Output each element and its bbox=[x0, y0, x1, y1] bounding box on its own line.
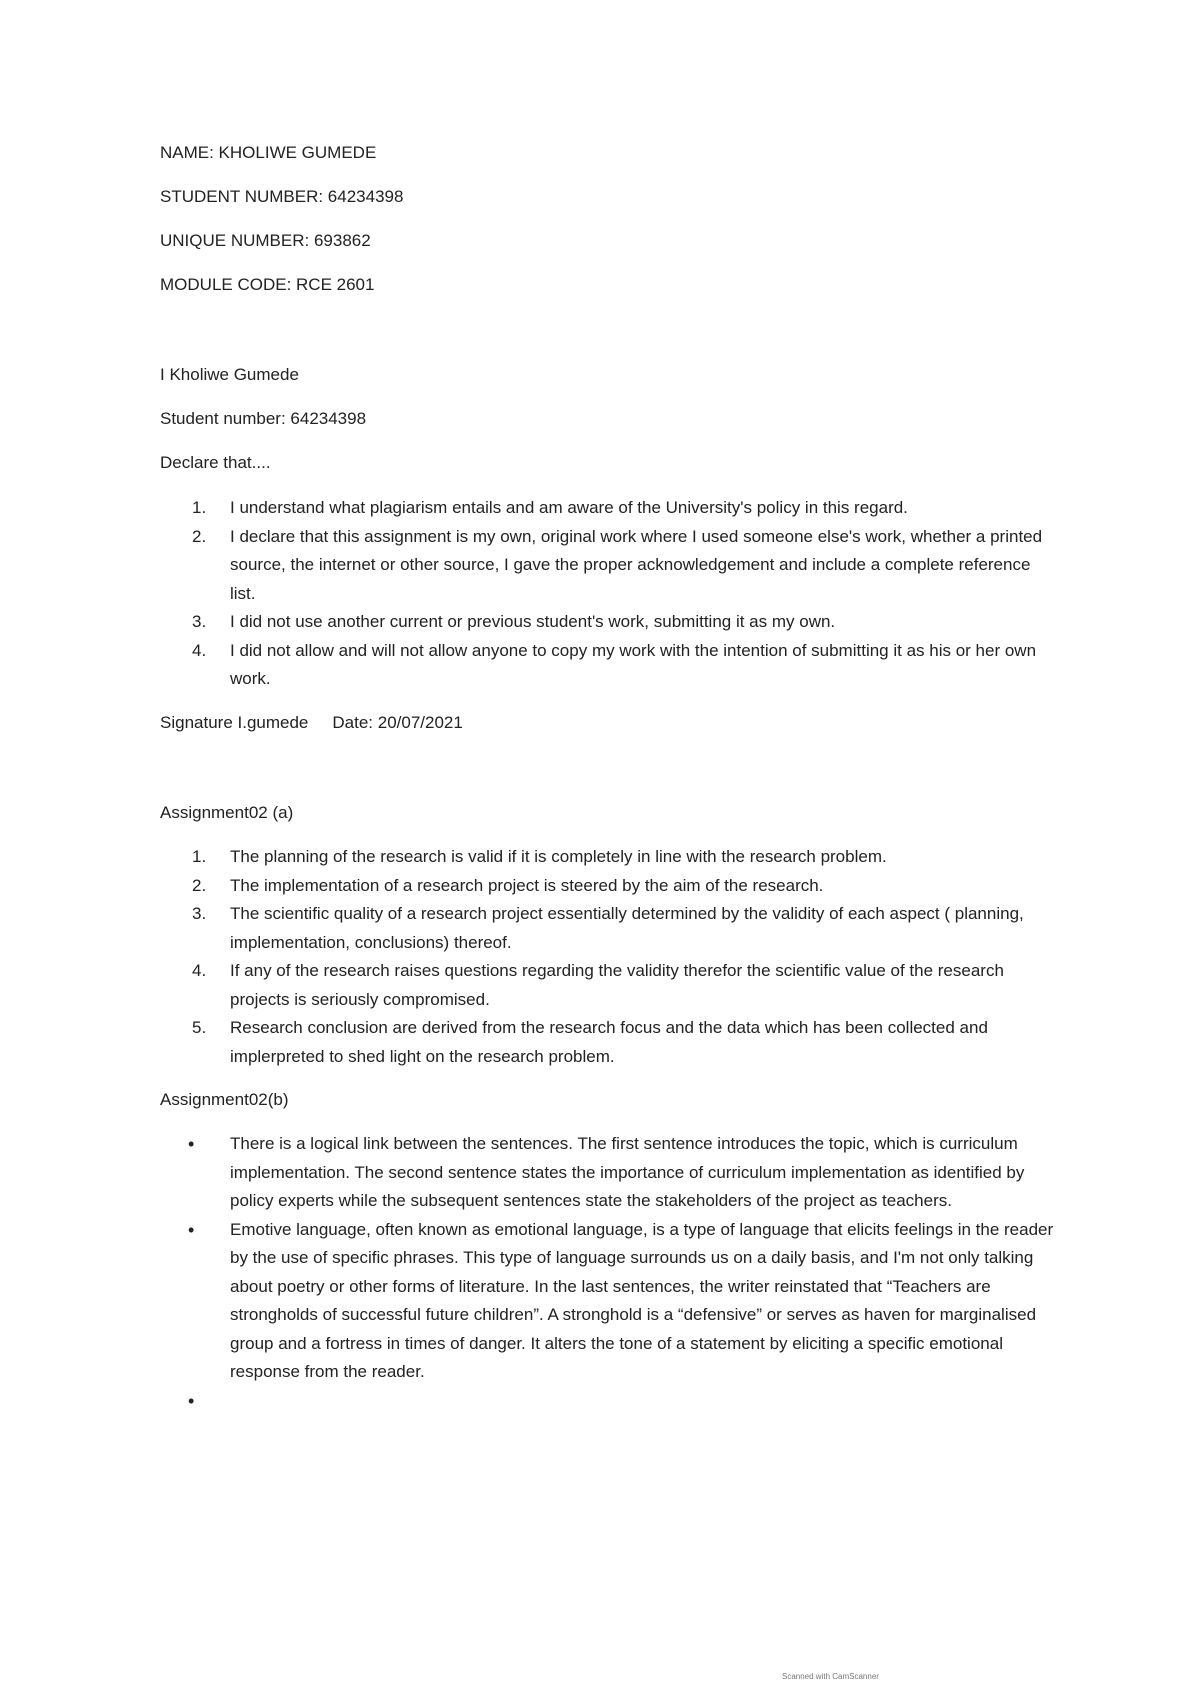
item-number: 3. bbox=[192, 904, 207, 923]
item-text: I understand what plagiarism entails and am aware of the University's policy in this regard. bbox=[230, 498, 908, 517]
item-text: There is a logical link between the sentences. The first sentence introduces the topic, which is curriculum implementation. The second sentence states the importance of curriculum implementation as identified by policy experts while the subsequent sentences state the stakeholders of the project as teachers. bbox=[230, 1134, 1025, 1210]
item-number: 5. bbox=[192, 1018, 207, 1037]
bullet-icon: • bbox=[188, 1134, 195, 1154]
list-item bbox=[160, 608, 1060, 637]
assignment-b-heading: Assignment02(b) bbox=[160, 1090, 289, 1109]
module-code: MODULE CODE: RCE 2601 bbox=[160, 275, 375, 294]
declaration-list bbox=[160, 494, 1060, 694]
item-text: The planning of the research is valid if it is completely in line with the research problem. bbox=[230, 847, 887, 866]
list-item bbox=[160, 1130, 1060, 1216]
list-item bbox=[160, 637, 1060, 694]
list-item bbox=[160, 1014, 1060, 1071]
student-name: NAME: KHOLIWE GUMEDE bbox=[160, 143, 377, 162]
item-number: 3. bbox=[192, 612, 207, 631]
item-text: The implementation of a research project is steered by the aim of the research. bbox=[230, 875, 824, 895]
item-text: If any of the research raises questions regarding the validity therefor the scientific value of the research projects is seriously compromised. bbox=[230, 961, 1004, 1009]
assignment-a-list bbox=[160, 843, 1060, 1071]
list-item bbox=[160, 957, 1060, 1014]
item-text: Emotive language, often known as emotional language, is a type of language that elicits feelings in the reader by the use of specific phrases. This type of language surrounds us on a daily basis, and I'm not only talking about poetry or other forms of literature. In the last sentences, the writer reinstated that “Teachers are strongholds of successful future children”. A stronghold is a “defensive” or serves as haven for marginalised group and a fortress in times of danger. It alters the tone of a statement by eliciting a specific emotional response from the reader. bbox=[230, 1219, 1054, 1381]
signature-date: Date: 20/07/2021 bbox=[332, 713, 463, 732]
declaration-student-number: Student number: 64234398 bbox=[160, 409, 367, 428]
bullet-icon: • bbox=[188, 1390, 195, 1411]
item-number: 4. bbox=[192, 961, 207, 980]
item-text: I did not allow and will not allow anyone to copy my work with the intention of submitting it as his or her own work. bbox=[230, 640, 1037, 688]
item-text: I declare that this assignment is my own, original work where I used someone else's work, whether a printed source, the internet or other source, I gave the proper acknowledgement and include a complete reference list. bbox=[230, 526, 1043, 603]
student-number: STUDENT NUMBER: 64234398 bbox=[160, 187, 404, 206]
list-item bbox=[160, 872, 1060, 901]
signature: Signature I.gumede bbox=[160, 713, 309, 732]
item-text: Research conclusion are derived from the research focus and the data which has been collected and implerpreted to shed light on the research problem. bbox=[230, 1018, 988, 1066]
item-text: The scientific quality of a research project essentially determined by the validity of each aspect ( planning, implementation, conclusions) thereof. bbox=[230, 904, 1024, 952]
item-number: 1. bbox=[192, 847, 207, 866]
assignment-a-heading: Assignment02 (a) bbox=[160, 803, 294, 822]
list-item bbox=[160, 843, 1060, 872]
declaration-name: I Kholiwe Gumede bbox=[160, 365, 299, 384]
item-number: 1. bbox=[192, 498, 207, 517]
declare-that: Declare that.... bbox=[160, 453, 271, 472]
list-item bbox=[160, 523, 1060, 609]
item-number: 2. bbox=[192, 875, 207, 895]
list-item bbox=[160, 1216, 1060, 1387]
signature-line bbox=[160, 712, 463, 734]
scanner-watermark: Scanned with CamScanner bbox=[782, 1672, 879, 1681]
list-item bbox=[160, 900, 1060, 957]
item-number: 4. bbox=[192, 640, 207, 660]
item-number: 2. bbox=[192, 526, 207, 546]
bullet-icon: • bbox=[188, 1219, 195, 1240]
item-text: I did not use another current or previous student's work, submitting it as my own. bbox=[230, 612, 836, 631]
assignment-b-list bbox=[160, 1130, 1060, 1411]
unique-number: UNIQUE NUMBER: 693862 bbox=[160, 231, 371, 250]
list-item bbox=[160, 494, 1060, 523]
